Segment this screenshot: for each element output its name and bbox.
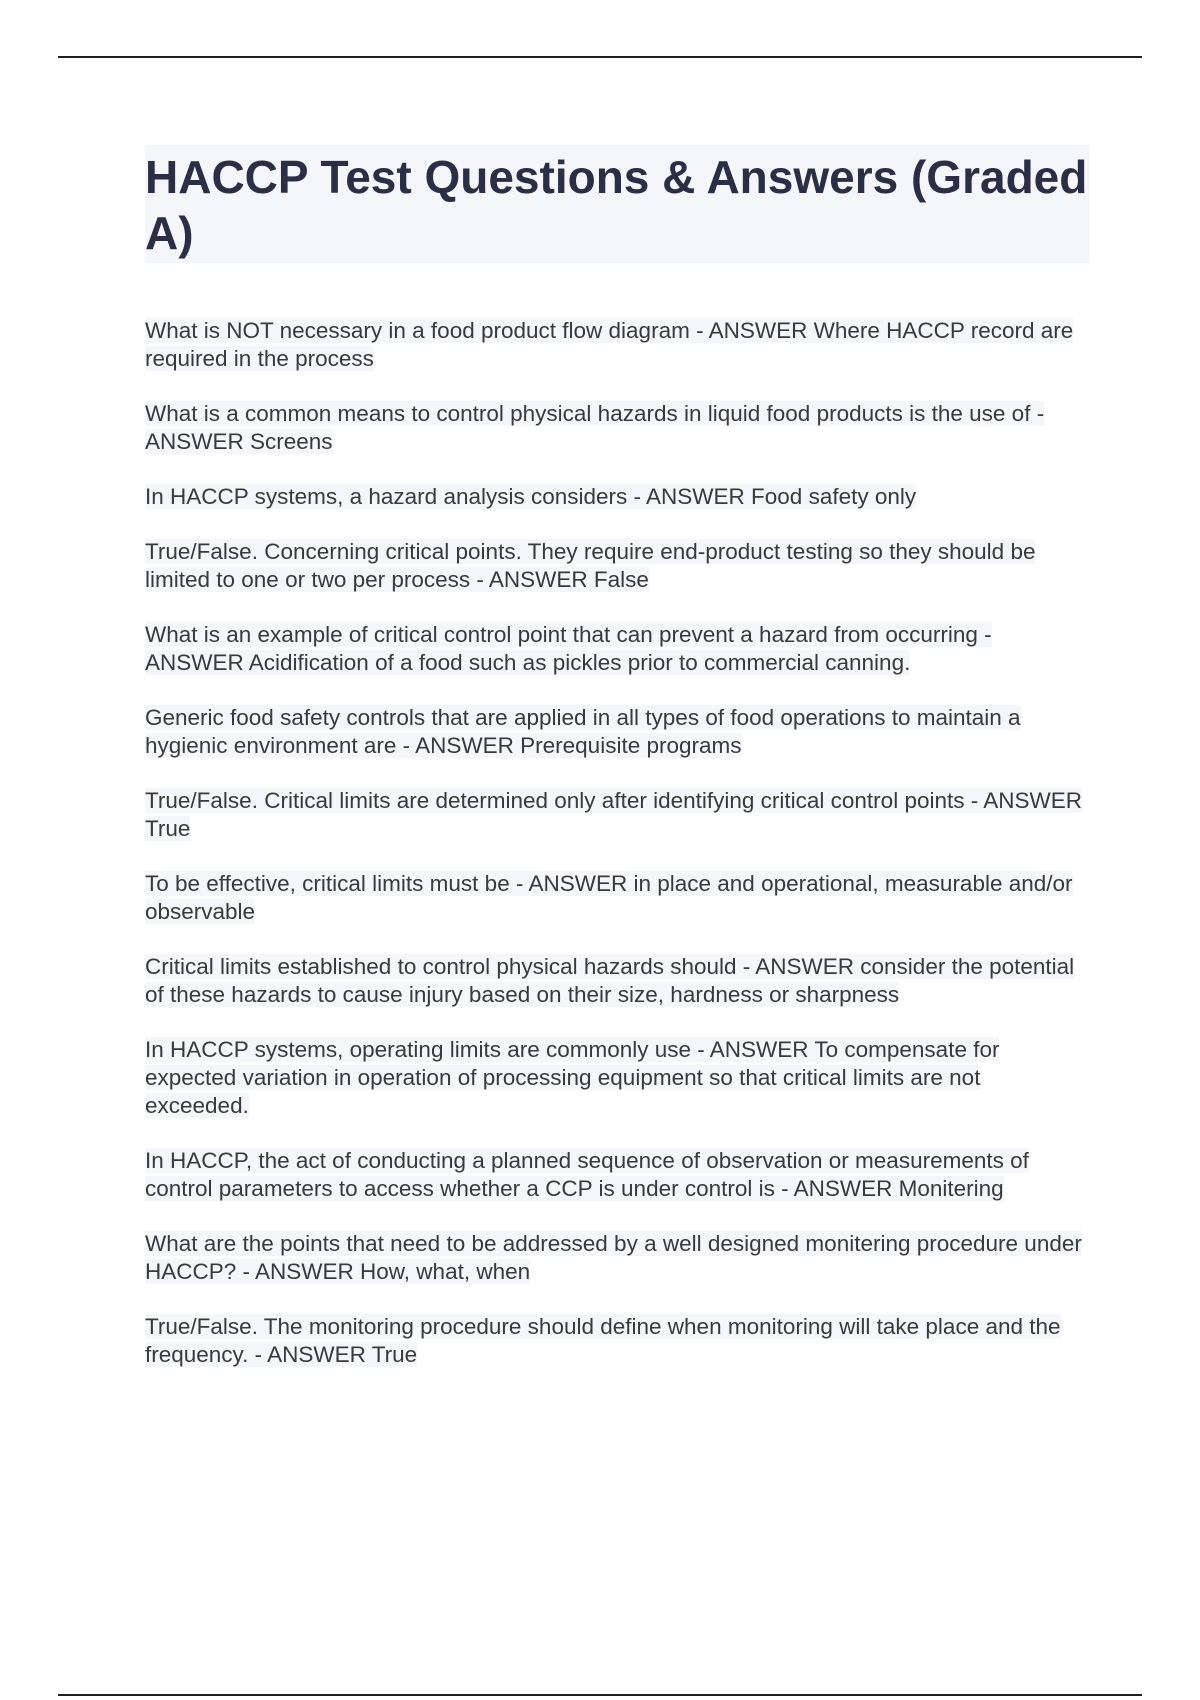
qa-text: To be effective, critical limits must be - ANSWER in place and operational, measurable and/or observable [145, 871, 1073, 924]
document-body [145, 145, 1090, 1396]
qa-text: What is NOT necessary in a food product flow diagram - ANSWER Where HACCP record are required in the process [145, 318, 1074, 371]
qa-text: What is a common means to control physical hazards in liquid food products is the use of - ANSWER Screens [145, 401, 1045, 454]
qa-text: What are the points that need to be addressed by a well designed monitering procedure under HACCP? - ANSWER How, what, when [145, 1231, 1082, 1284]
qa-text: Generic food safety controls that are applied in all types of food operations to maintain a hygienic environment are - ANSWER Prerequisite programs [145, 705, 1021, 758]
qa-text: Critical limits established to control physical hazards should - ANSWER consider the potential of these hazards to cause injury based on their size, hardness or sharpness [145, 954, 1075, 1007]
qa-item [145, 621, 1090, 677]
qa-item [145, 870, 1090, 926]
qa-text: In HACCP systems, a hazard analysis considers - ANSWER Food safety only [145, 484, 917, 509]
qa-item [145, 704, 1090, 760]
qa-list [145, 317, 1090, 1369]
qa-item [145, 1036, 1090, 1120]
qa-text: In HACCP systems, operating limits are commonly use - ANSWER To compensate for expected variation in operation of processing equipment so that critical limits are not exceeded. [145, 1037, 1000, 1118]
qa-item [145, 787, 1090, 843]
qa-item [145, 1230, 1090, 1286]
qa-text: True/False. The monitoring procedure should define when monitoring will take place and the frequency. - ANSWER True [145, 1314, 1061, 1367]
qa-item [145, 1147, 1090, 1203]
qa-item [145, 538, 1090, 594]
qa-item [145, 953, 1090, 1009]
title-block [145, 145, 1090, 263]
top-rule [58, 56, 1142, 58]
qa-text: What is an example of critical control point that can prevent a hazard from occurring - ANSWER Acidification of a food such as pickles prior to commercial canning. [145, 622, 992, 675]
document-title: HACCP Test Questions & Answers (Graded A) [145, 151, 1088, 259]
qa-item [145, 483, 1090, 511]
qa-item [145, 1313, 1090, 1369]
qa-item [145, 317, 1090, 373]
qa-item [145, 400, 1090, 456]
bottom-rule [58, 1694, 1142, 1696]
qa-text: True/False. Concerning critical points. They require end-product testing so they should be limited to one or two per process - ANSWER False [145, 539, 1036, 592]
qa-text: In HACCP, the act of conducting a planned sequence of observation or measurements of control parameters to access whether a CCP is under control is - ANSWER Monitering [145, 1148, 1029, 1201]
qa-text: True/False. Critical limits are determined only after identifying critical control points - ANSWER True [145, 788, 1082, 841]
